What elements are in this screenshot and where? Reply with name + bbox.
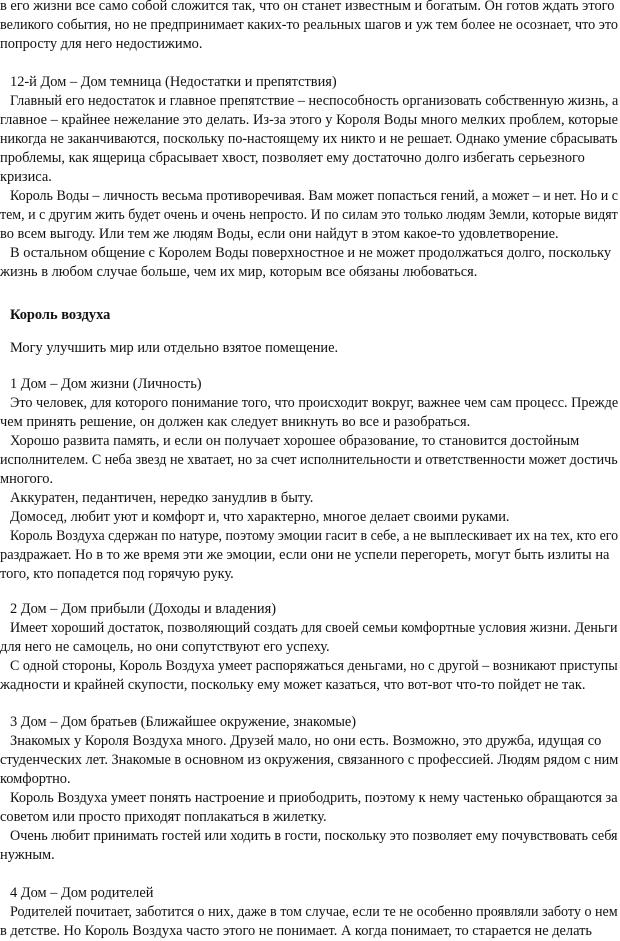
paragraph-line: С одной стороны, Король Воздуха умеет распоряжаться деньгами, но с другой – возникают приступы [10, 658, 618, 674]
paragraph-line: для него не самоцель, но они сопутствуют его успеху. [0, 639, 330, 655]
paragraph-line: Король Воды – личность весьма противоречивая. Вам может попасться гений, а может – и нет. Но и с [10, 188, 619, 204]
paragraph-line: Аккуратен, педантичен, нередко занудлив в быту. [10, 490, 314, 506]
paragraph-line: проблемы, как ящерица сбрасывает хвост, позволяет ему достаточно долго избегать серьезного [0, 150, 585, 166]
paragraph-line: Родителей почитает, заботится о них, даже в том случае, если те не особенно проявляли заботу о нем [10, 904, 618, 920]
paragraph-line: Хорошо развита память, и если он получает хорошее образование, то становится достойным [10, 433, 580, 449]
opening-text-line: в его жизни все само собой сложится так, что он станет известным и богатым. Он готов ждать этого [0, 0, 615, 14]
house2-heading: 2 Дом – Дом прибыли (Доходы и владения) [10, 601, 276, 617]
paragraph-line: Король Воздуха умеет понять настроение и приободрить, поэтому к нему частенько обращаются за [10, 790, 618, 806]
paragraph-line: раздражает. Но в то же время эти же эмоции, если они не успели перегореть, могут быть излиты на [0, 547, 610, 563]
paragraph-line: Знакомых у Короля Воздуха много. Друзей мало, но они есть. Возможно, это дружба, идущая со [10, 733, 602, 749]
paragraph-line: Это человек, для которого понимание того, что происходит вокруг, важнее чем сам процесс. Прежде [10, 395, 619, 411]
paragraph-line: Главный его недостаток и главное препятствие – неспособность организовать собственную жизнь, а [10, 93, 619, 109]
paragraph-line: нужным. [0, 847, 55, 863]
paragraph-line: во всем выгоду. Или тем же людям Воды, если они найдут в этом какое-то удовлетворение. [0, 226, 559, 242]
paragraph-line: студенческих лет. Знакомые в основном из окружения, связанного с профессией. Людям рядом с ним [0, 752, 619, 768]
paragraph-line: советом или просто приходят поплакаться в жилетку. [0, 809, 327, 825]
house1-heading: 1 Дом – Дом жизни (Личность) [10, 376, 202, 392]
opening-text-line: попросту для него недостижимо. [0, 36, 203, 52]
house3-heading: 3 Дом – Дом братьев (Ближайшее окружение, знакомые) [10, 714, 357, 730]
paragraph-line: того, кто попадется под горячую руку. [0, 566, 234, 582]
paragraph-line: чем принять решение, он должен как следует вникнуть во все и разобраться. [0, 414, 471, 430]
paragraph-line: исполнителем. С неба звезд не хватает, но за счет исполнительности и ответственности может достичь [0, 452, 618, 468]
paragraph-line: комфортно. [0, 771, 71, 787]
paragraph-line: жадности и крайней скупости, поскольку ему может казаться, что вот-вот что-то пойдет не так. [0, 677, 586, 693]
paragraph-line: Очень любит принимать гостей или ходить в гости, поскольку это позволяет ему почувствовать себя [10, 828, 618, 844]
paragraph-line: никогда не заканчиваются, поскольку по-настоящему их никто и не решает. Однако умение сбрасывать [0, 131, 618, 147]
house4-heading: 4 Дом – Дом родителей [10, 885, 154, 901]
paragraph-line: в детстве. Но Король Воздуха часто этого не понимает. А когда понимает, то старается не делать [0, 923, 592, 939]
section-motto: Могу улучшить мир или отдельно взятое помещение. [10, 340, 339, 356]
paragraph-line: В остальном общение с Королем Воды поверхностное и не может продолжаться долго, поскольку [10, 245, 612, 261]
house12-heading: 12-й Дом – Дом темница (Недостатки и препятствия) [10, 74, 337, 90]
opening-text-line: великого события, но не предпринимает каких-то реальных шагов и уж тем более не осознает, что это [0, 17, 619, 33]
paragraph-line: тем, и с другим жить будет очень и очень непросто. И по силам это только людям Земли, которые видят [0, 207, 618, 223]
section-title: Король воздуха [10, 307, 111, 323]
paragraph-line: Домосед, любит уют и комфорт и, что характерно, многое делает своими руками. [10, 509, 510, 525]
paragraph-line: многого. [0, 471, 54, 487]
paragraph-line: кризиса. [0, 169, 52, 185]
paragraph-line: Король Воздуха сдержан по натуре, поэтому эмоции гасит в себе, а не выплескивает их на тех, кто его [10, 528, 619, 544]
paragraph-line: главное – крайнее нежелание это делать. Из-за этого у Короля Воды много мелких проблем, которые [0, 112, 618, 128]
paragraph-line: жизнь в любом случае больше, чем их мир, которым все обязаны любоваться. [0, 264, 478, 280]
paragraph-line: Имеет хороший достаток, позволяющий создать для своей семьи комфортные условия жизни. Деньги [10, 620, 618, 636]
